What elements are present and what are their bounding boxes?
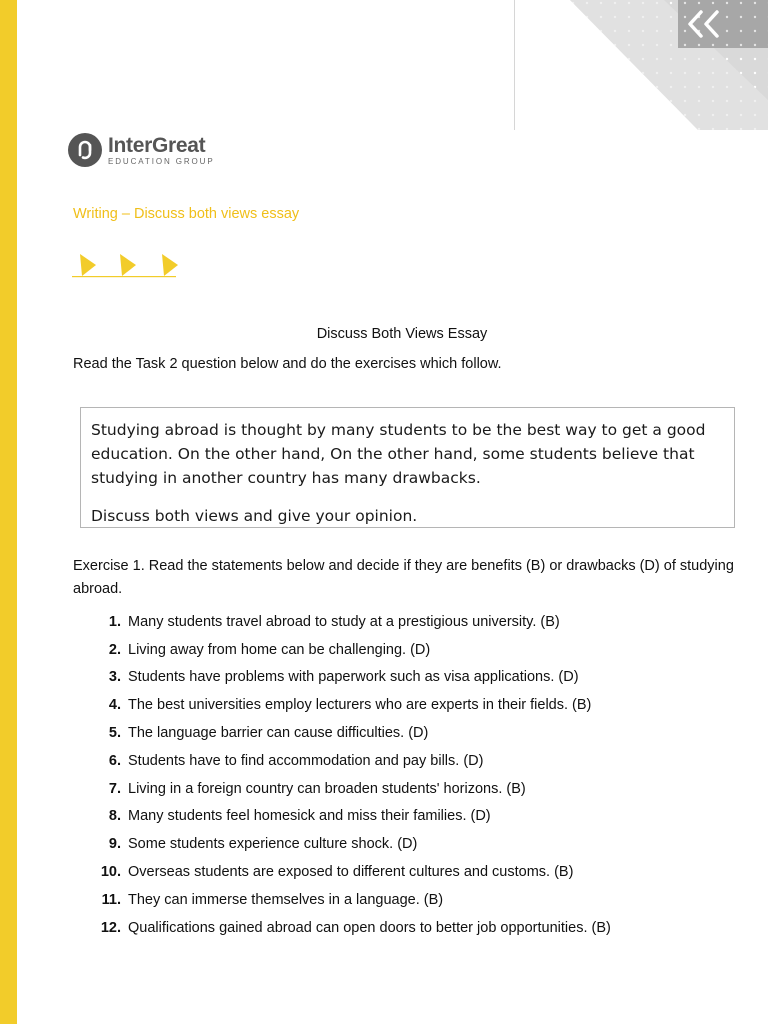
document-title: Discuss Both Views Essay — [316, 326, 488, 342]
statement-number: 10. — [100, 864, 121, 881]
section-heading: Writing – Discuss both views essay — [73, 206, 300, 222]
statement-list — [73, 608, 611, 942]
statement-text: Living away from home can be challenging. (D) — [128, 641, 431, 658]
statement-text: Some students experience culture shock. (D) — [128, 836, 418, 853]
statement-number: 9. — [108, 836, 121, 853]
task-question-box — [80, 407, 735, 528]
triangle-arrow-icon — [80, 254, 96, 276]
statement-text: They can immerse themselves in a language. (B) — [128, 891, 444, 908]
statement-number: 8. — [108, 808, 121, 825]
statement-item — [73, 914, 611, 942]
company-logo — [68, 133, 215, 167]
question-instruction: Discuss both views and give your opinion. — [91, 507, 418, 525]
question-paragraph: Studying abroad is thought by many students to be the best way to get a good education. On the other hand, On the other hand, some students believe that studying in another country has many drawbacks. — [91, 421, 706, 487]
statement-number: 6. — [108, 752, 121, 769]
statement-number: 7. — [108, 780, 121, 797]
statement-number: 2. — [108, 641, 121, 658]
statement-item — [73, 886, 611, 914]
statement-text: The language barrier can cause difficulties. (D) — [128, 725, 429, 742]
statement-item — [73, 608, 611, 636]
statement-number: 11. — [101, 891, 121, 908]
statement-number: 12. — [100, 919, 121, 936]
statement-number: 4. — [108, 697, 121, 714]
triangle-arrow-icon — [120, 254, 136, 276]
header-decoration — [514, 0, 768, 130]
statement-item — [73, 719, 611, 747]
statement-text: Students have to find accommodation and pay bills. (D) — [128, 752, 484, 769]
exercise-heading: Exercise 1. Read the statements below and decide if they are benefits (B) or drawbacks (D) of studying abroad. — [73, 558, 734, 597]
statement-number: 3. — [108, 669, 121, 686]
statement-text: Living in a foreign country can broaden students' horizons. (B) — [128, 780, 526, 797]
statement-text: Students have problems with paperwork such as visa applications. (D) — [128, 669, 579, 686]
statement-number: 1. — [108, 613, 121, 630]
statement-item — [73, 636, 611, 664]
statement-text: Qualifications gained abroad can open doors to better job opportunities. (B) — [128, 919, 611, 936]
left-accent-bar — [0, 0, 17, 1024]
statement-text: Many students travel abroad to study at a prestigious university. (B) — [128, 613, 560, 630]
intro-text: Read the Task 2 question below and do the exercises which follow. — [73, 356, 502, 372]
statement-item — [73, 830, 611, 858]
statement-item — [73, 775, 611, 803]
statement-number: 5. — [108, 725, 121, 742]
statement-item — [73, 803, 611, 831]
statement-item — [73, 747, 611, 775]
statement-text: The best universities employ lecturers who are experts in their fields. (B) — [128, 697, 592, 714]
statement-text: Overseas students are exposed to different cultures and customs. (B) — [128, 864, 574, 881]
statement-item — [73, 858, 611, 886]
triangle-arrows-decoration — [72, 252, 178, 280]
logo-subtitle: EDUCATION GROUP — [108, 156, 215, 166]
statement-item — [73, 691, 611, 719]
logo-name: InterGreat — [108, 133, 206, 157]
intergreat-logo-icon — [68, 133, 102, 167]
triangle-arrow-icon — [162, 254, 178, 276]
statement-item — [73, 664, 611, 692]
statement-text: Many students feel homesick and miss their families. (D) — [128, 808, 491, 825]
